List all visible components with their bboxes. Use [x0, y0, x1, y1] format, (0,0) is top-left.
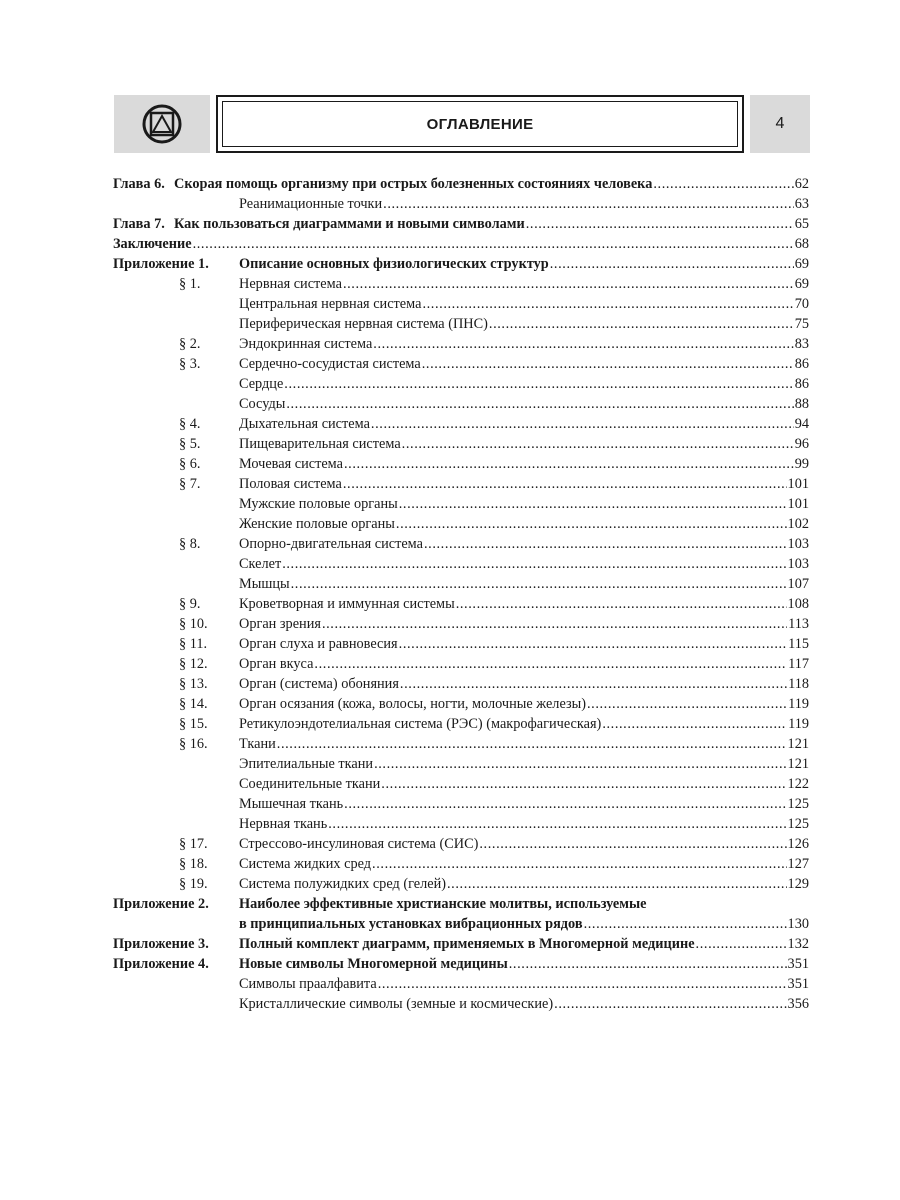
toc-section-number: § 6.	[179, 456, 201, 472]
dot-leader	[456, 594, 787, 614]
dot-leader	[344, 794, 786, 814]
toc-entry	[113, 234, 809, 254]
toc-page-number: 351	[787, 976, 809, 992]
toc-page-number: 121	[787, 756, 809, 772]
dot-leader	[422, 294, 793, 314]
toc-page-number: 83	[794, 336, 809, 352]
toc-entry-title: Кроветворная и иммунная системы	[239, 596, 455, 612]
toc-entry	[113, 374, 809, 394]
dot-leader	[396, 514, 787, 534]
toc-entry	[113, 974, 809, 994]
toc-page-number: 129	[787, 876, 809, 892]
toc-entry	[113, 294, 809, 314]
toc-entry	[113, 874, 809, 894]
toc-page-number: 125	[787, 796, 809, 812]
toc-entry	[113, 774, 809, 794]
toc-entry-title: Нервная система	[239, 276, 342, 292]
toc-entry	[113, 994, 809, 1014]
toc-entry-title: Орган слуха и равновесия	[239, 636, 398, 652]
toc-entry	[113, 454, 809, 474]
toc-page-number: 101	[787, 476, 809, 492]
toc-entry-title: Орган зрения	[239, 616, 321, 632]
toc-page-number: 86	[794, 356, 809, 372]
toc-page-number: 75	[794, 316, 809, 332]
toc-entry	[113, 394, 809, 414]
toc-page-number: 121	[787, 736, 809, 752]
toc-entry-title: Стрессово-инсулиновая система (СИС)	[239, 836, 479, 852]
toc-entry-title: Дыхательная система	[239, 416, 370, 432]
toc-entry	[113, 274, 809, 294]
toc-entry-title: Полный комплект диаграмм, применяемых в Многомерной медицине	[239, 936, 695, 952]
dot-leader	[286, 394, 793, 414]
toc-entry-title: Кристаллические символы (земные и космические)	[239, 996, 554, 1012]
toc-entry-title: Мышцы	[239, 576, 290, 592]
toc-section-number: § 7.	[179, 476, 201, 492]
toc-page-number: 108	[787, 596, 809, 612]
toc-entry	[113, 574, 809, 594]
dot-leader	[383, 194, 794, 214]
toc-chapter-label: Приложение 1.	[113, 256, 209, 272]
toc-page-number: 132	[787, 936, 809, 952]
dot-leader	[696, 934, 787, 954]
toc-page-number: 113	[788, 616, 809, 632]
toc-page-number: 130	[787, 916, 809, 932]
toc-section-number: § 18.	[179, 856, 208, 872]
toc-entry	[113, 434, 809, 454]
toc-section-number: § 14.	[179, 696, 208, 712]
toc-entry	[113, 734, 809, 754]
toc-entry-title: Как пользоваться диаграммами и новыми символами	[174, 216, 525, 232]
toc-section-number: § 8.	[179, 536, 201, 552]
toc-page-number: 119	[788, 716, 809, 732]
toc-entry	[113, 634, 809, 654]
toc-section-number: § 10.	[179, 616, 208, 632]
toc-section-number: § 11.	[179, 636, 208, 652]
toc-entry-title: Новые символы Многомерной медицины	[239, 956, 508, 972]
toc-page-number: 88	[794, 396, 809, 412]
dot-leader	[373, 334, 793, 354]
toc-entry	[113, 854, 809, 874]
toc-chapter-label: Приложение 4.	[113, 956, 209, 972]
toc-page-number: 65	[794, 216, 809, 232]
toc-entry	[113, 934, 809, 954]
toc-entry	[113, 534, 809, 554]
toc-entry	[113, 554, 809, 574]
toc-entry	[113, 354, 809, 374]
toc-entry-title: Орган вкуса	[239, 656, 314, 672]
toc-entry	[113, 954, 809, 974]
toc-entry	[113, 414, 809, 434]
toc-section-number: § 17.	[179, 836, 208, 852]
dot-leader	[526, 214, 794, 234]
toc-entry-title: Символы праалфавита	[239, 976, 377, 992]
dot-leader	[371, 414, 794, 434]
page-title: ОГЛАВЛЕНИЕ	[426, 115, 534, 133]
toc-entry-title: Женские половые органы	[239, 516, 395, 532]
dot-leader	[372, 854, 787, 874]
toc-entry-title: Ткани	[239, 736, 276, 752]
toc-page-number: 96	[794, 436, 809, 452]
toc-entry	[113, 794, 809, 814]
toc-entry-title: Заключение	[113, 236, 192, 252]
toc-section-number: § 12.	[179, 656, 208, 672]
toc-page-number: 69	[794, 276, 809, 292]
dot-leader	[489, 314, 794, 334]
toc-page-number: 103	[787, 556, 809, 572]
toc-entry-title: Мышечная ткань	[239, 796, 344, 812]
dot-leader	[550, 254, 794, 274]
dot-leader	[422, 354, 794, 374]
toc-entry-title: Периферическая нервная система (ПНС)	[239, 316, 488, 332]
toc-entry	[113, 254, 809, 274]
toc-chapter-label: Глава 6.	[113, 176, 165, 192]
toc-entry-title: Орган осязания (кожа, волосы, ногти, молочные железы)	[239, 696, 586, 712]
toc-entry-title: Реанимационные точки	[239, 196, 383, 212]
toc-entry-title: Мочевая система	[239, 456, 343, 472]
dot-leader	[328, 814, 786, 834]
page-number-box	[750, 95, 810, 153]
toc-entry	[113, 314, 809, 334]
toc-page-number: 70	[794, 296, 809, 312]
toc-entry	[113, 194, 809, 214]
toc-page-number: 99	[794, 456, 809, 472]
toc-entry-title: Сердце	[239, 376, 284, 392]
toc-page-number: 102	[787, 516, 809, 532]
dot-leader	[479, 834, 786, 854]
toc-entry-title: Скелет	[239, 556, 282, 572]
dot-leader	[193, 234, 794, 254]
toc-page-number: 122	[787, 776, 809, 792]
toc-page-number: 103	[787, 536, 809, 552]
dot-leader	[381, 774, 786, 794]
toc-page-number: 69	[794, 256, 809, 272]
dot-leader	[282, 554, 786, 574]
toc-entry-title: Скорая помощь организму при острых болезненных состояниях человека	[174, 176, 653, 192]
toc-entry	[113, 214, 809, 234]
toc-page-number: 119	[788, 696, 809, 712]
header-title-frame	[216, 95, 744, 153]
toc-chapter-label: Глава 7.	[113, 216, 165, 232]
toc-page-number: 127	[787, 856, 809, 872]
toc-section-number: § 19.	[179, 876, 208, 892]
toc-page-number: 63	[794, 196, 809, 212]
toc-entry	[113, 694, 809, 714]
toc-entry-title: Половая система	[239, 476, 342, 492]
toc-entry-title: Сердечно-сосудистая система	[239, 356, 421, 372]
toc-entry-title: Центральная нервная система	[239, 296, 422, 312]
dot-leader	[314, 654, 787, 674]
toc-page-number: 115	[788, 636, 809, 652]
toc-entry	[113, 754, 809, 774]
dot-leader	[343, 474, 787, 494]
toc-entry-title-cont: в принципиальных установках вибрационных рядов	[239, 916, 583, 932]
toc-entry-title: Ретикулоэндотелиальная система (РЭС) (макрофагическая)	[239, 716, 602, 732]
toc-page-number: 94	[794, 416, 809, 432]
toc-entry-title: Опорно-двигательная система	[239, 536, 423, 552]
dot-leader	[399, 494, 787, 514]
header-logo	[114, 95, 210, 153]
toc-entry	[113, 814, 809, 834]
toc-page-number: 351	[787, 956, 809, 972]
toc-section-number: § 9.	[179, 596, 201, 612]
toc-entry-title: Эпителиальные ткани	[239, 756, 374, 772]
dot-leader	[400, 674, 787, 694]
toc-section-number: § 13.	[179, 676, 208, 692]
toc-page-number: 107	[787, 576, 809, 592]
dot-leader	[447, 874, 787, 894]
page-number: 4	[775, 115, 785, 132]
toc-page-number: 117	[788, 656, 809, 672]
dot-leader	[584, 914, 787, 934]
toc-page-number: 118	[788, 676, 809, 692]
dot-leader	[509, 954, 787, 974]
toc-entry	[113, 614, 809, 634]
toc-entry-title: Наиболее эффективные христианские молитвы, используемые	[239, 896, 647, 912]
toc-page-number: 126	[787, 836, 809, 852]
dot-leader	[399, 634, 787, 654]
dot-leader	[284, 374, 793, 394]
toc-entry-title: Описание основных физиологических структур	[239, 256, 549, 272]
toc-entry-title: Система полужидких сред (гелей)	[239, 876, 446, 892]
toc-page-number: 62	[794, 176, 809, 192]
dot-leader	[587, 694, 787, 714]
toc-chapter-label: Приложение 3.	[113, 936, 209, 952]
toc-chapter-label: Приложение 2.	[113, 896, 209, 912]
toc-section-number: § 4.	[179, 416, 201, 432]
dot-leader	[602, 714, 787, 734]
toc-section-number: § 5.	[179, 436, 201, 452]
toc-entry	[113, 474, 809, 494]
toc-entry	[113, 334, 809, 354]
dot-leader	[322, 614, 787, 634]
dot-leader	[291, 574, 787, 594]
toc-section-number: § 2.	[179, 336, 201, 352]
dot-leader	[378, 974, 787, 994]
dot-leader	[424, 534, 787, 554]
toc-section-number: § 16.	[179, 736, 208, 752]
toc-entry-title: Пищеварительная система	[239, 436, 401, 452]
dot-leader	[343, 274, 794, 294]
dot-leader	[374, 754, 786, 774]
toc-entry-title: Соединительные ткани	[239, 776, 381, 792]
dot-leader	[344, 454, 794, 474]
dot-leader	[277, 734, 787, 754]
toc-entry	[113, 654, 809, 674]
toc-entry-title: Система жидких сред	[239, 856, 372, 872]
toc-entry	[113, 514, 809, 534]
toc-entry	[113, 494, 809, 514]
triangle-in-square-in-circle-icon	[142, 103, 182, 145]
toc-entry	[113, 714, 809, 734]
dot-leader	[402, 434, 794, 454]
toc-entry	[113, 894, 809, 934]
toc-entry-title: Эндокринная система	[239, 336, 373, 352]
toc-entry	[113, 594, 809, 614]
toc-entry-title: Мужские половые органы	[239, 496, 398, 512]
toc-entry-title: Орган (система) обоняния	[239, 676, 399, 692]
toc-page-number: 68	[794, 236, 809, 252]
toc-entry	[113, 174, 809, 194]
toc-entry-title: Сосуды	[239, 396, 286, 412]
toc-entry	[113, 834, 809, 854]
dot-leader	[554, 994, 786, 1014]
toc-page-number: 101	[787, 496, 809, 512]
dot-leader	[653, 174, 793, 194]
table-of-contents	[113, 174, 809, 1014]
toc-page-number: 86	[794, 376, 809, 392]
toc-page-number: 356	[787, 996, 809, 1012]
toc-page-number: 125	[787, 816, 809, 832]
toc-section-number: § 15.	[179, 716, 208, 732]
toc-entry	[113, 674, 809, 694]
toc-entry-title: Нервная ткань	[239, 816, 328, 832]
toc-section-number: § 3.	[179, 356, 201, 372]
toc-section-number: § 1.	[179, 276, 201, 292]
